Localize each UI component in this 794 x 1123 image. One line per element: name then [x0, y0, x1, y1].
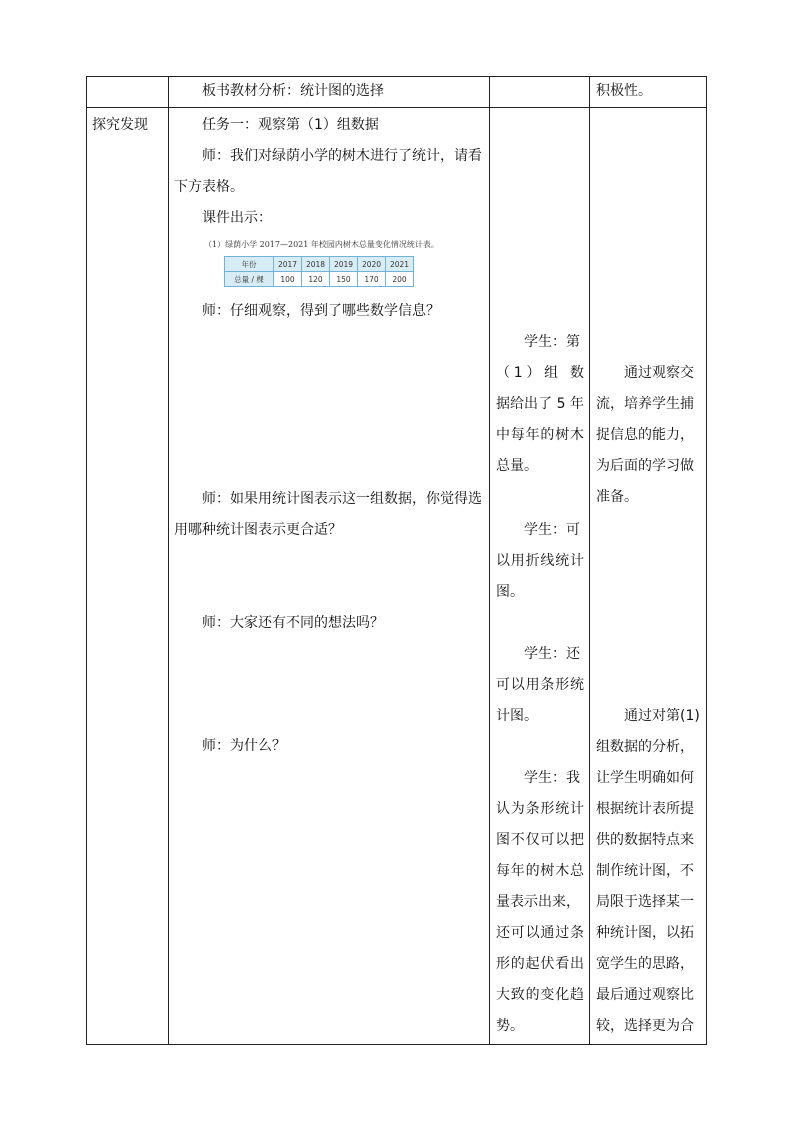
- student-answer-line: 形的起伏看出: [496, 956, 584, 972]
- student-answer-line: 以用折线统计: [496, 553, 584, 569]
- intent-line: 准备。: [596, 489, 638, 505]
- intent-line: 种统计图，以拓: [596, 925, 694, 941]
- section-label: 探究发现: [92, 117, 148, 133]
- teacher-question: 师：如果用统计图表示这一组数据，你觉得选: [202, 491, 482, 507]
- intent-line: 最后通过观察比: [596, 987, 694, 1003]
- tree-data-table: [224, 256, 414, 287]
- lesson-table: [86, 76, 707, 1045]
- teacher-question: 师：大家还有不同的想法吗？: [202, 615, 384, 631]
- student-answer-line: 势。: [496, 1018, 524, 1034]
- header-intent: 积极性。: [596, 83, 652, 99]
- intent-line: 供的数据特点来: [596, 832, 694, 848]
- student-answer-line: 量表示出来，: [496, 894, 580, 910]
- student-answer-line: 还可以通过条: [496, 925, 584, 941]
- student-answer-line: 可以用条形统: [496, 677, 584, 693]
- intent-line: 通过对第(1): [624, 708, 700, 724]
- header-analysis: 板书教材分析：统计图的选择: [202, 83, 384, 99]
- table-border-bottom: [86, 1044, 707, 1045]
- year-cell: 2017: [274, 257, 302, 272]
- intent-line: 局限于选择某一: [596, 894, 694, 910]
- student-answer-line: 计图。: [496, 708, 538, 724]
- total-cell: 150: [330, 272, 358, 287]
- student-answer-line: 大致的变化趋: [496, 987, 584, 1003]
- year-cell: 2019: [330, 257, 358, 272]
- student-answer-line: （1）组 数: [496, 365, 584, 381]
- table-header-cell: 年份: [225, 257, 274, 272]
- total-cell: 200: [386, 272, 414, 287]
- student-answer-line: 认为条形统计: [496, 801, 584, 817]
- task-title: 任务一：观察第（1）组数据: [202, 117, 379, 133]
- total-cell: 120: [302, 272, 330, 287]
- teacher-line: 师：我们对绿荫小学的树木进行了统计，请看: [202, 148, 482, 164]
- intent-line: 为后面的学习做: [596, 458, 694, 474]
- column-line: [86, 76, 87, 1045]
- data-table-caption: （1）绿荫小学 2017—2021 年校园内树木总量变化情况统计表。: [204, 240, 439, 249]
- student-answer-line: 图。: [496, 584, 524, 600]
- student-answer-line: 学生：可: [524, 522, 580, 538]
- student-answer-line: 每年的树木总: [496, 863, 584, 879]
- intent-line: 捉信息的能力，: [596, 427, 694, 443]
- intent-line: 根据统计表所提: [596, 801, 694, 817]
- intent-line: 通过观察交: [624, 365, 694, 381]
- student-answer-line: 学生：我: [524, 770, 580, 786]
- column-line: [706, 76, 707, 1045]
- student-answer-line: 据给出了 5 年: [496, 396, 584, 412]
- intent-line: 宽学生的思路，: [596, 956, 694, 972]
- intent-line: 让学生明确如何: [596, 770, 694, 786]
- table-header-cell: 总量 / 棵: [225, 272, 274, 287]
- student-answer-line: 中每年的树木: [496, 427, 584, 443]
- teacher-question: 师：为什么？: [202, 738, 286, 754]
- column-line: [489, 76, 490, 1045]
- intent-line: 流，培养学生捕: [596, 396, 694, 412]
- teacher-question: 用哪种统计图表示更合适？: [174, 522, 342, 538]
- column-line: [168, 76, 169, 1045]
- column-line: [589, 76, 590, 1045]
- total-cell: 100: [274, 272, 302, 287]
- year-cell: 2021: [386, 257, 414, 272]
- student-answer-line: 学生：第: [524, 334, 580, 350]
- student-answer-line: 学生：还: [524, 646, 580, 662]
- year-cell: 2020: [358, 257, 386, 272]
- intent-line: 组数据的分析，: [596, 739, 694, 755]
- year-cell: 2018: [302, 257, 330, 272]
- intent-line: 较，选择更为合: [596, 1018, 694, 1034]
- teacher-line: 下方表格。: [174, 179, 244, 195]
- total-cell: 170: [358, 272, 386, 287]
- intent-line: 制作统计图，不: [596, 863, 694, 879]
- student-answer-line: 图不仅可以把: [496, 832, 584, 848]
- courseware-label: 课件出示：: [202, 210, 272, 226]
- student-answer-line: 总量。: [496, 458, 538, 474]
- teacher-question: 师：仔细观察，得到了哪些数学信息？: [202, 303, 440, 319]
- row-divider: [86, 107, 707, 108]
